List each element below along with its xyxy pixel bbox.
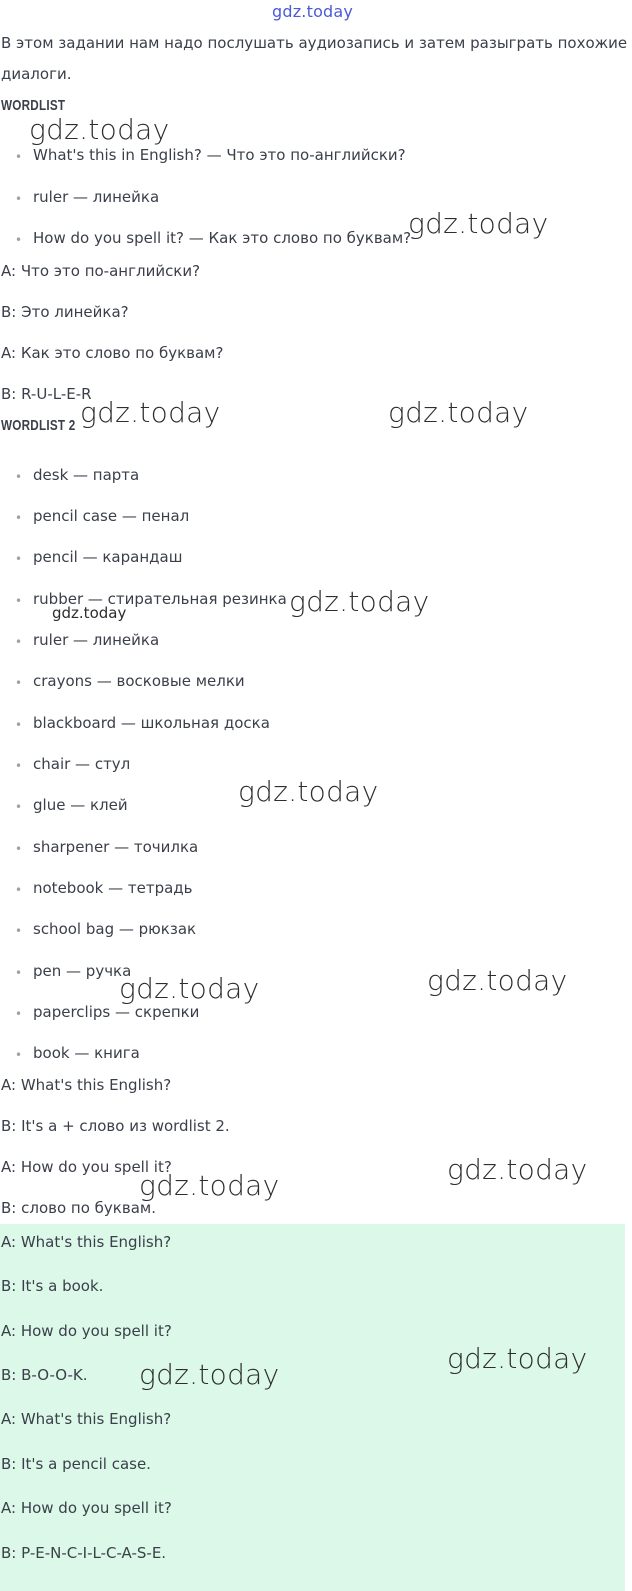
bullet-icon: •: [15, 718, 23, 732]
watermark: gdz.today: [119, 972, 260, 1005]
bullet-icon: •: [15, 800, 23, 814]
bullet-icon: •: [15, 635, 23, 649]
list-item: pencil case — пенал: [33, 507, 190, 525]
list-item: paperclips — скрепки: [33, 1003, 200, 1021]
answer-line: A: What's this English?: [1, 1410, 172, 1428]
bullet-icon: •: [15, 150, 23, 164]
dialog-line: B: слово по буквам.: [1, 1199, 156, 1217]
dialog-line: A: How do you spell it?: [1, 1158, 172, 1176]
watermark: gdz.today: [52, 604, 127, 622]
list-item: rubber — стирательная резинка: [33, 590, 287, 608]
list-item: notebook — тетрадь: [33, 879, 193, 897]
bullet-icon: •: [15, 759, 23, 773]
bullet-icon: •: [15, 676, 23, 690]
list-item: ruler — линейка: [33, 631, 160, 649]
watermark: gdz.today: [80, 396, 221, 429]
watermark: gdz.today: [427, 964, 568, 997]
dialog-line: A: What's this English?: [1, 1076, 172, 1094]
bullet-icon: •: [15, 470, 23, 484]
bullet-icon: •: [15, 192, 23, 206]
list-item: pencil — карандаш: [33, 548, 183, 566]
bullet-icon: •: [15, 924, 23, 938]
dialog-line: B: It's a + слово из wordlist 2.: [1, 1117, 230, 1135]
bullet-icon: •: [15, 883, 23, 897]
answer-line: A: How do you spell it?: [1, 1499, 172, 1517]
bullet-icon: •: [15, 233, 23, 247]
list-item: book — книга: [33, 1044, 140, 1062]
wordlist-2-heading: WORDLIST 2: [1, 417, 76, 434]
bullet-icon: •: [15, 842, 23, 856]
answer-line: B: P-E-N-C-I-L-C-A-S-E.: [1, 1544, 167, 1562]
bullet-icon: •: [15, 1048, 23, 1062]
list-item: What's this in English? — Что это по-английски?: [33, 146, 406, 164]
site-link[interactable]: gdz.today: [272, 2, 354, 21]
watermark: gdz.today: [139, 1169, 280, 1202]
list-item: glue — клей: [33, 796, 128, 814]
answer-line: B: It's a book.: [1, 1277, 104, 1295]
intro-line-2: диалоги.: [1, 65, 72, 83]
watermark: gdz.today: [408, 207, 549, 240]
watermark: gdz.today: [388, 396, 529, 429]
list-item: chair — стул: [33, 755, 131, 773]
watermark: gdz.today: [289, 585, 430, 618]
watermark: gdz.today: [139, 1358, 280, 1391]
list-item: blackboard — школьная доска: [33, 714, 270, 732]
watermark: gdz.today: [447, 1342, 588, 1375]
list-item: How do you spell it? — Как это слово по буквам?: [33, 229, 412, 247]
watermark: gdz.today: [238, 775, 379, 808]
answer-line: B: B-O-O-K.: [1, 1366, 88, 1384]
dialog-line: B: R-U-L-E-R: [1, 385, 92, 403]
list-item: sharpener — точилка: [33, 838, 199, 856]
watermark: gdz.today: [29, 113, 170, 146]
answer-line: A: What's this English?: [1, 1233, 172, 1251]
bullet-icon: •: [15, 511, 23, 525]
list-item: desk — парта: [33, 466, 140, 484]
bullet-icon: •: [15, 552, 23, 566]
bullet-icon: •: [15, 966, 23, 980]
intro-line-1: В этом задании нам надо послушать аудиозапись и затем разыграть похожие: [1, 34, 628, 52]
bullet-icon: •: [15, 1007, 23, 1021]
dialog-line: A: Что это по-английски?: [1, 262, 201, 280]
watermark: gdz.today: [447, 1153, 588, 1186]
bullet-icon: •: [15, 594, 23, 608]
list-item: pen — ручка: [33, 962, 132, 980]
list-item: ruler — линейка: [33, 188, 160, 206]
answer-line: B: It's a pencil case.: [1, 1455, 151, 1473]
answer-line: A: How do you spell it?: [1, 1322, 172, 1340]
list-item: crayons — восковые мелки: [33, 672, 245, 690]
dialog-line: A: Как это слово по буквам?: [1, 344, 224, 362]
dialog-line: B: Это линейка?: [1, 303, 129, 321]
list-item: school bag — рюкзак: [33, 920, 197, 938]
wordlist-heading: WORDLIST: [1, 97, 66, 114]
